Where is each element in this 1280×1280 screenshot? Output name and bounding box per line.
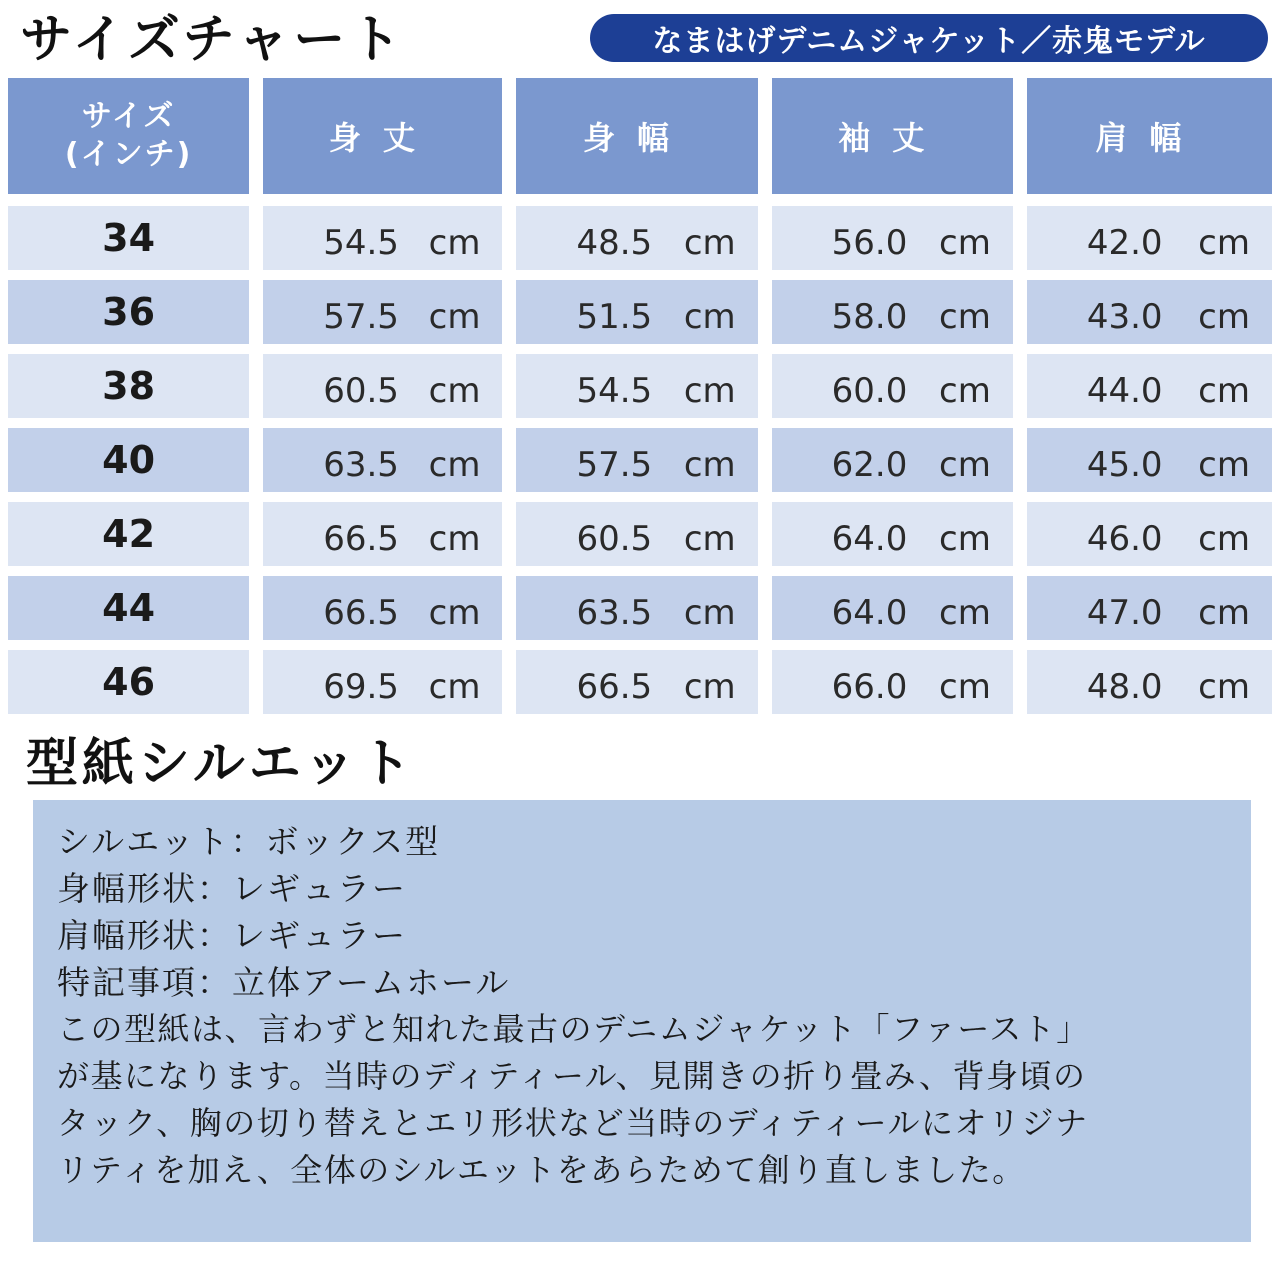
desc-silhouette: シルエット：ボックス型 xyxy=(57,822,441,861)
measure-unit: cm xyxy=(428,371,481,411)
measure-cell xyxy=(263,354,502,418)
table-row xyxy=(8,650,1272,714)
measure-value: 63.5 xyxy=(576,593,653,633)
size-cell: 44 xyxy=(8,576,249,640)
measure-value: 56.0 xyxy=(831,223,908,263)
measure-cell xyxy=(516,576,757,640)
measure-cell xyxy=(263,428,502,492)
table-row xyxy=(8,576,1272,640)
size-cell: 46 xyxy=(8,650,249,714)
measure-cell xyxy=(772,502,1013,566)
measure-cell xyxy=(1027,502,1272,566)
measure-cell xyxy=(263,280,502,344)
desc-paragraph-line: この型紙は、言わずと知れた最古のデニムジャケット「ファースト」 xyxy=(57,1010,1090,1048)
measure-cell xyxy=(263,650,502,714)
measure-unit: cm xyxy=(428,223,481,263)
header-size-label: サイズ xyxy=(81,99,176,134)
measure-cell xyxy=(516,650,757,714)
measure-unit: cm xyxy=(428,667,481,707)
desc-shoulder-shape: 肩幅形状：レギュラー xyxy=(57,916,407,955)
measure-value: 64.0 xyxy=(831,519,908,559)
measure-value: 66.5 xyxy=(323,593,399,633)
measure-unit: cm xyxy=(1198,297,1250,337)
measure-value: 60.5 xyxy=(576,519,653,559)
table-row xyxy=(8,354,1272,418)
measure-unit: cm xyxy=(939,297,991,337)
measure-cell xyxy=(516,354,757,418)
measure-cell xyxy=(1027,206,1272,270)
measure-unit: cm xyxy=(1198,445,1250,485)
measure-cell xyxy=(263,206,502,270)
table-header-row xyxy=(8,78,1272,194)
measure-value: 45.0 xyxy=(1086,445,1163,485)
measure-cell xyxy=(516,206,757,270)
measure-value: 57.5 xyxy=(576,445,653,485)
measure-cell xyxy=(1027,650,1272,714)
table-body xyxy=(8,206,1272,714)
desc-paragraph-line: が基になります。当時のディティール、見開きの折り畳み、背身頃の xyxy=(57,1057,1087,1095)
measure-value: 51.5 xyxy=(576,297,653,337)
measure-value: 54.5 xyxy=(576,371,653,411)
table-row xyxy=(8,428,1272,492)
desc-paragraph-line: タック、胸の切り替えとエリ形状など当時のディティールにオリジナ xyxy=(57,1104,1089,1142)
measure-cell xyxy=(263,576,502,640)
header-shoulder-width: 肩幅 xyxy=(1027,78,1272,194)
measure-unit: cm xyxy=(1198,519,1250,559)
size-chart-table xyxy=(8,78,1272,724)
measure-cell xyxy=(772,428,1013,492)
measure-unit: cm xyxy=(428,297,481,337)
header-sleeve-length: 袖丈 xyxy=(772,78,1013,194)
measure-unit: cm xyxy=(683,223,736,263)
size-cell: 38 xyxy=(8,354,249,418)
measure-value: 47.0 xyxy=(1086,593,1163,633)
measure-unit: cm xyxy=(1198,667,1250,707)
silhouette-description xyxy=(33,800,1251,1242)
measure-cell xyxy=(772,576,1013,640)
page-title: サイズチャート xyxy=(20,10,406,70)
measure-cell xyxy=(516,280,757,344)
measure-unit: cm xyxy=(939,371,991,411)
measure-value: 48.0 xyxy=(1086,667,1163,707)
header-length: 身丈 xyxy=(263,78,502,194)
measure-value: 60.0 xyxy=(831,371,908,411)
measure-unit: cm xyxy=(939,445,991,485)
measure-unit: cm xyxy=(939,223,991,263)
header-body-width: 身幅 xyxy=(516,78,757,194)
measure-value: 42.0 xyxy=(1086,223,1163,263)
section-title: 型紙シルエット xyxy=(26,734,416,794)
measure-unit: cm xyxy=(939,667,991,707)
measure-unit: cm xyxy=(428,593,481,633)
measure-value: 66.5 xyxy=(576,667,653,707)
measure-value: 58.0 xyxy=(831,297,908,337)
measure-value: 64.0 xyxy=(831,593,908,633)
measure-unit: cm xyxy=(683,593,736,633)
measure-unit: cm xyxy=(1198,593,1250,633)
measure-cell xyxy=(1027,576,1272,640)
measure-cell xyxy=(1027,428,1272,492)
size-cell: 36 xyxy=(8,280,249,344)
measure-unit: cm xyxy=(1198,223,1250,263)
desc-body-shape: 身幅形状：レギュラー xyxy=(57,869,407,908)
header-size xyxy=(8,78,249,194)
table-row xyxy=(8,206,1272,270)
desc-paragraph-line: リティを加え、全体のシルエットをあらためて創り直しました。 xyxy=(57,1151,1026,1189)
measure-cell xyxy=(263,502,502,566)
measure-value: 60.5 xyxy=(323,371,399,411)
measure-unit: cm xyxy=(428,445,481,485)
size-cell: 34 xyxy=(8,206,249,270)
header-size-unit: (インチ) xyxy=(64,137,193,172)
measure-unit: cm xyxy=(683,667,736,707)
measure-value: 44.0 xyxy=(1086,371,1163,411)
measure-value: 43.0 xyxy=(1086,297,1163,337)
measure-unit: cm xyxy=(683,297,736,337)
measure-unit: cm xyxy=(683,519,736,559)
measure-unit: cm xyxy=(1198,371,1250,411)
measure-value: 46.0 xyxy=(1086,519,1163,559)
measure-cell xyxy=(772,650,1013,714)
measure-cell xyxy=(772,206,1013,270)
measure-cell xyxy=(516,428,757,492)
model-badge: なまはげデニムジャケット／赤鬼モデル xyxy=(590,14,1268,62)
measure-unit: cm xyxy=(939,593,991,633)
measure-cell xyxy=(772,280,1013,344)
measure-cell xyxy=(1027,280,1272,344)
measure-cell xyxy=(1027,354,1272,418)
desc-special-note: 特記事項：立体アームホール xyxy=(57,963,511,1002)
measure-unit: cm xyxy=(683,371,736,411)
measure-value: 62.0 xyxy=(831,445,908,485)
measure-cell xyxy=(516,502,757,566)
measure-value: 54.5 xyxy=(323,223,399,263)
measure-value: 66.0 xyxy=(831,667,908,707)
measure-value: 69.5 xyxy=(323,667,399,707)
table-row xyxy=(8,280,1272,344)
table-row xyxy=(8,502,1272,566)
measure-cell xyxy=(772,354,1013,418)
measure-unit: cm xyxy=(939,519,991,559)
size-cell: 42 xyxy=(8,502,249,566)
measure-unit: cm xyxy=(683,445,736,485)
measure-value: 48.5 xyxy=(576,223,653,263)
measure-unit: cm xyxy=(428,519,481,559)
size-cell: 40 xyxy=(8,428,249,492)
measure-value: 63.5 xyxy=(323,445,399,485)
measure-value: 66.5 xyxy=(323,519,399,559)
measure-value: 57.5 xyxy=(323,297,399,337)
